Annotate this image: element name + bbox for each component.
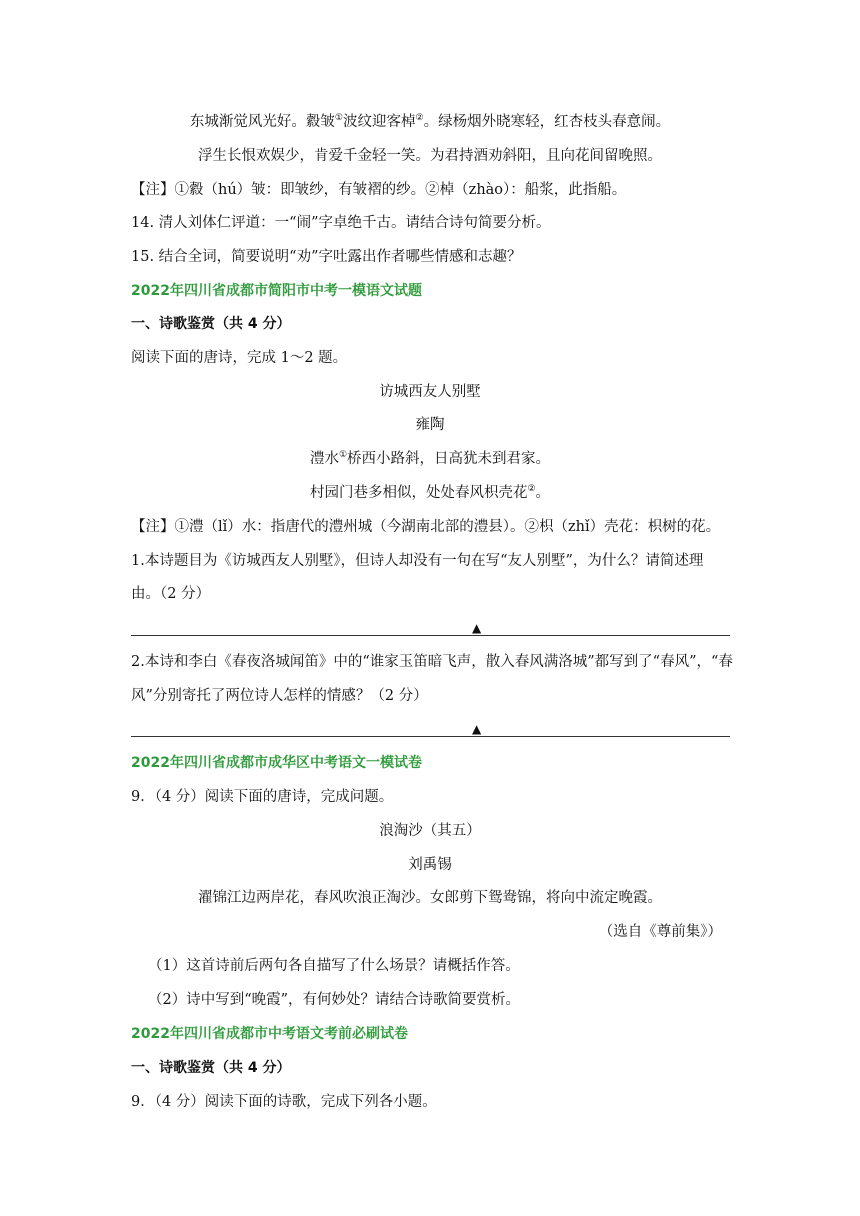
annotation-note: 【注】①縠（hú）皱：即皱纱，有皱褶的纱。②棹（zhào）：船浆，此指船。 [131,182,627,198]
poem-author: 雍陶 [415,417,445,433]
question-14: 14. 清人刘体仁评道：一“闹”字卓绝千古。请结合诗句简要分析。 [131,215,551,231]
poem-title: 访城西友人别墅 [379,384,481,400]
part-heading: 一、诗歌鉴赏（共 4 分） [131,1060,291,1076]
section-heading: 2022年四川省成都市中考语文考前必刷试卷 [131,1026,408,1042]
question-2-cont: 风”分别寄托了两位诗人怎样的情感？（2 分） [131,688,428,704]
poem-line: 东城渐觉风光好。縠皱①波纹迎客棹②。绿杨烟外晓寒轻，红杏枝头春意闹。 [189,113,671,130]
answer-marker-icon: ▲ [472,621,482,635]
question-9: 9．（4 分）阅读下面的诗歌，完成下列各小题。 [131,1094,437,1110]
part-heading: 一、诗歌鉴赏（共 4 分） [131,316,291,332]
question-1-cont: 由。（2 分） [131,586,211,602]
poem-title: 浪淘沙（其五） [379,823,481,839]
section-heading: 2022年四川省成都市简阳市中考一模语文试题 [131,283,422,299]
question-9: 9．（4 分）阅读下面的唐诗，完成问题。 [131,789,394,805]
sub-question-1: （1）这首诗前后两句各自描写了什么场景？请概括作答。 [148,958,520,974]
question-2: 2.本诗和李白《春夜洛城闻笛》中的“谁家玉笛暗飞声，散入春风满洛城”都写到了“春风”，“春 [131,654,733,670]
poem-line: 浮生长恨欢娱少，肯爱千金轻一笑。为君持酒劝斜阳，且向花间留晚照。 [198,148,662,164]
poem-author: 刘禹锡 [408,857,452,873]
question-1: 1.本诗题目为《访城西友人别墅》，但诗人却没有一句在写“友人别墅”，为什么？请简述理 [131,553,704,569]
answer-line [131,736,730,737]
answer-line [131,635,730,636]
instruction: 阅读下面的唐诗，完成 1～2 题。 [131,350,348,366]
sub-question-2: （2）诗中写到“晚霞”，有何妙处？请结合诗歌简要赏析。 [148,992,521,1008]
question-15: 15. 结合全词，简要说明“劝”字吐露出作者哪些情感和志趣？ [131,249,522,265]
poem-source: （选自《尊前集》） [598,924,722,940]
section-heading: 2022年四川省成都市成华区中考语文一模试卷 [131,755,422,771]
annotation-note: 【注】①澧（lǐ）水：指唐代的澧州城（今湖南北部的澧县）。②枳（zhǐ）壳花：枳树的花。 [131,519,721,535]
answer-marker-icon: ▲ [472,722,482,736]
poem-line: 村园门巷多相似，处处春风枳壳花②。 [309,484,551,501]
poem-line: 濯锦江边两岸花，春风吹浪正淘沙。女郎剪下鸳鸯锦，将向中流定晚霞。 [198,890,662,906]
poem-line: 澧水①桥西小路斜，日高犹未到君家。 [309,450,551,467]
